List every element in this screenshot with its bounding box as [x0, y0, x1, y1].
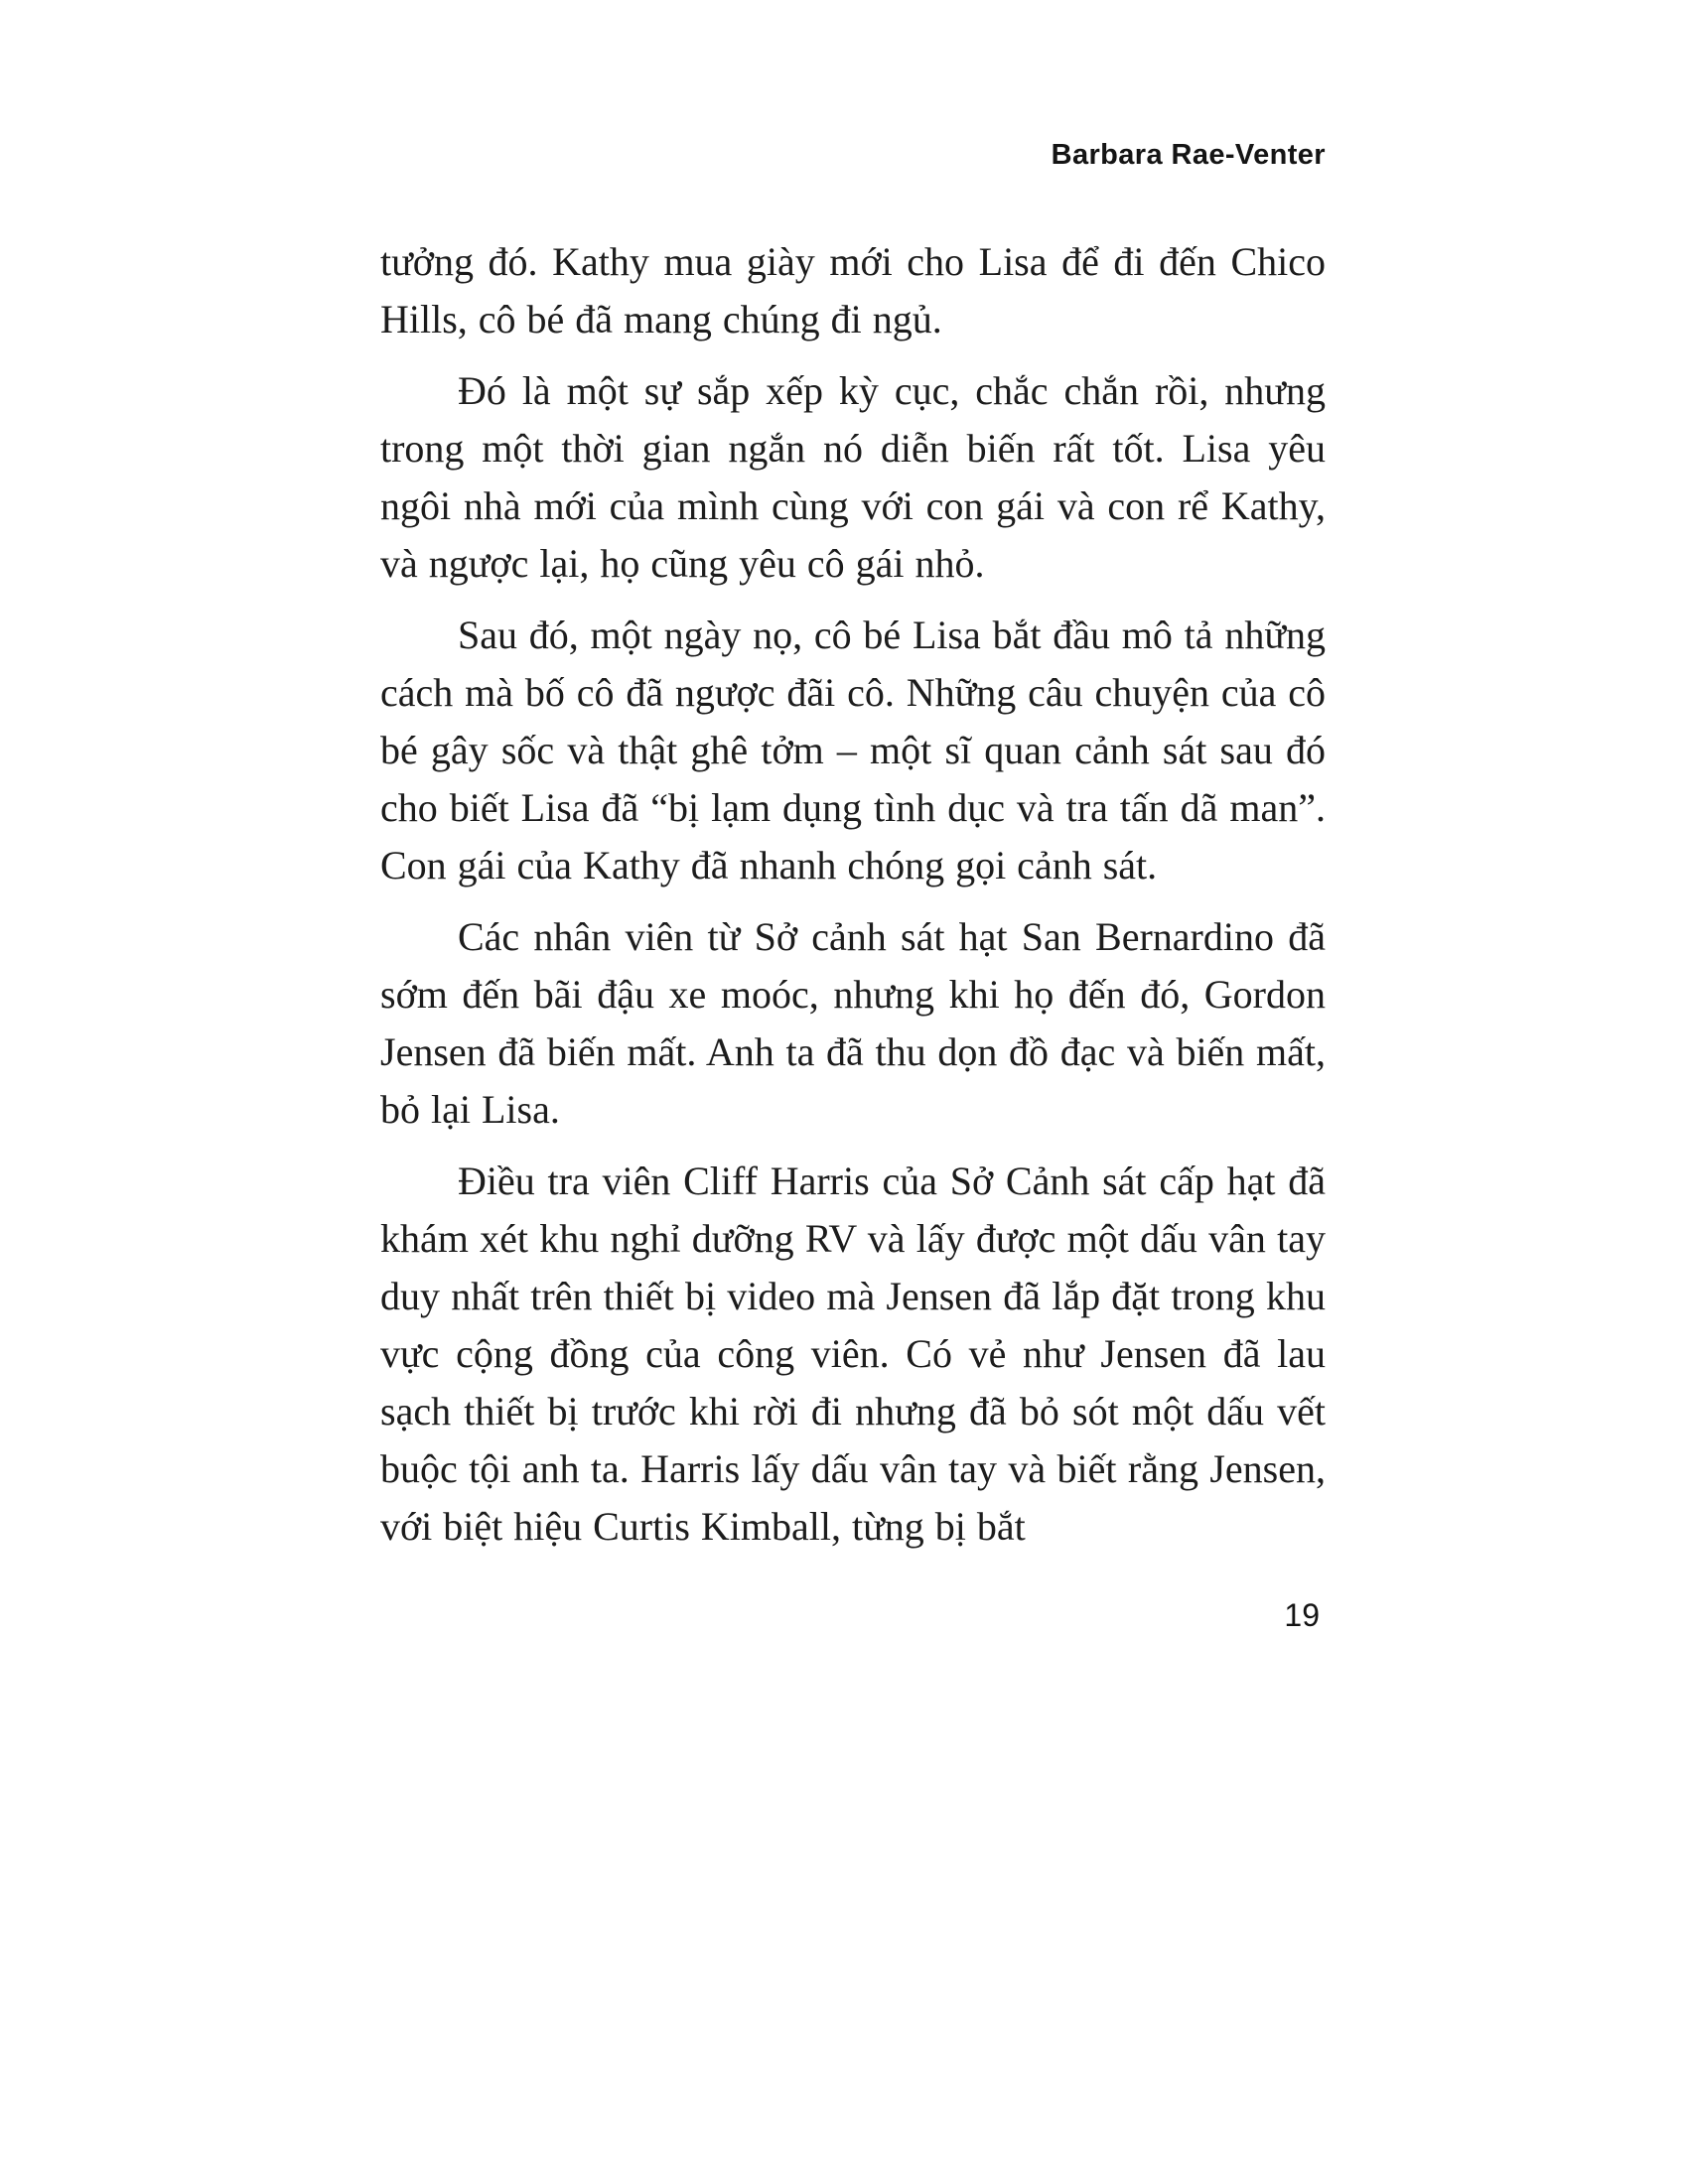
paragraph-1: tưởng đó. Kathy mua giày mới cho Lisa để đi đến Chico Hills, cô bé đã mang chúng đi ngủ. — [380, 239, 1326, 341]
paragraph-5: Điều tra viên Cliff Harris của Sở Cảnh sát cấp hạt đã khám xét khu nghỉ dưỡng RV và lấy được một dấu vân tay duy nhất trên thiết bị video mà Jensen đã lắp đặt trong khu vực cộng đồng của công viên. Có vẻ như Jensen đã lau sạch thiết bị trước khi rời đi nhưng đã bỏ sót một dấu vết buộc tội anh ta. Harris lấy dấu vân tay và biết rằng Jensen, với biệt hiệu Curtis Kimball, từng bị bắt — [380, 1159, 1326, 1549]
paragraph-3: Sau đó, một ngày nọ, cô bé Lisa bắt đầu mô tả những cách mà bố cô đã ngược đãi cô. Những câu chuyện của cô bé gây sốc và thật ghê tởm – một sĩ quan cảnh sát sau đó cho biết Lisa đã “bị lạm dụng tình dục và tra tấn dã man”. Con gái của Kathy đã nhanh chóng gọi cảnh sát. — [380, 613, 1326, 887]
page-number: 19 — [1284, 1597, 1320, 1633]
paragraph-4: Các nhân viên từ Sở cảnh sát hạt San Bernardino đã sớm đến bãi đậu xe moóc, nhưng khi họ đến đó, Gordon Jensen đã biến mất. Anh ta đã thu dọn đồ đạc và biến mất, bỏ lại Lisa. — [380, 914, 1326, 1132]
paragraph-2: Đó là một sự sắp xếp kỳ cục, chắc chắn rồi, nhưng trong một thời gian ngắn nó diễn biến rất tốt. Lisa yêu ngôi nhà mới của mình cùng với con gái và con rể Kathy, và ngược lại, họ cũng yêu cô gái nhỏ. — [380, 368, 1326, 586]
text-column — [380, 139, 1326, 1634]
running-header: Barbara Rae-Venter — [1051, 139, 1326, 171]
